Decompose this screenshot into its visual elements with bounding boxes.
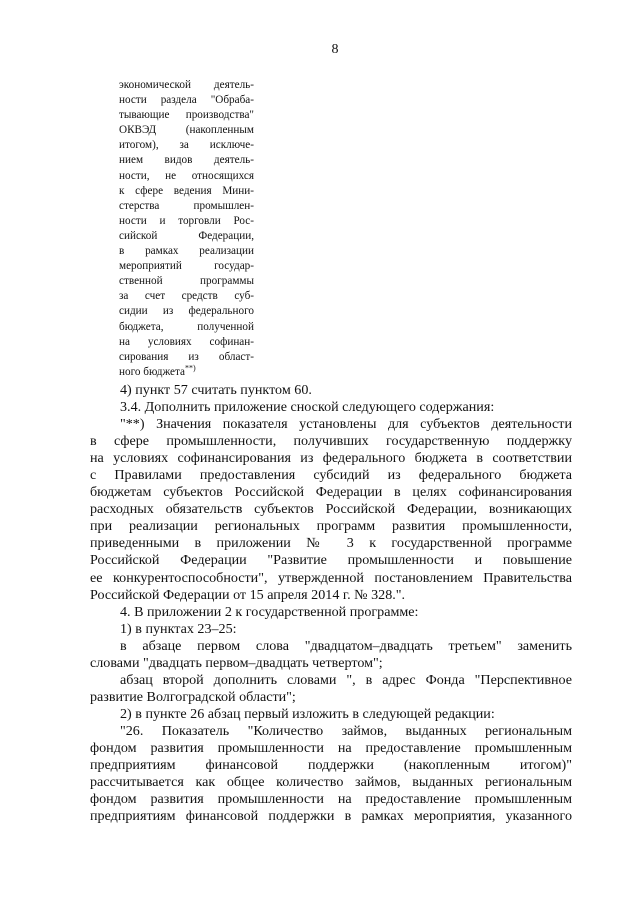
table-cell-line: мероприятий государ- [119, 260, 254, 273]
table-cell-line: нием видов деятель- [119, 154, 254, 167]
paragraph-line: предприятиям финансовой поддержки (накопленным итогом)" [90, 757, 572, 774]
paragraph-line: словами "двадцать первом–двадцать четвертом"; [90, 654, 383, 671]
table-cell-line: итогом), за исключе- [119, 139, 254, 152]
paragraph-line: 4) пункт 57 считать пунктом 60. [120, 382, 312, 398]
paragraph-line: 1) в пунктах 23–25: [120, 620, 237, 637]
table-cell-last-line [119, 365, 254, 380]
paragraph-line: 2) в пункте 26 абзац первый изложить в следующей редакции: [120, 705, 495, 722]
paragraph-line: бюджетам субъектов Российской Федерации в целях софинансирования [90, 484, 572, 501]
table-cell-line: сирования из област- [119, 350, 254, 363]
paragraph-line: 4. В приложении 2 к государственной программе: [120, 603, 419, 620]
paragraph-line: развитие Волгоградской области"; [90, 688, 296, 705]
table-cell-last-text: ного бюджета [119, 365, 185, 378]
paragraph-line: расходных обязательств субъектов Российской Федерации, возникающих [90, 501, 572, 518]
paragraph-line: Российской Федерации "Развитие промышленности и повышение [90, 552, 572, 569]
paragraph-line: при реализации региональных программ развития промышленности, [90, 518, 572, 535]
table-cell-line: ности и торговли Рос- [119, 214, 254, 227]
table-cell-line: к сфере ведения Мини- [119, 184, 254, 197]
table-cell-line: на условиях софинан- [119, 335, 254, 348]
paragraph-line: Российской Федерации от 15 апреля 2014 г. № 328.". [90, 586, 406, 603]
table-cell-line: бюджета, полученной [119, 320, 254, 333]
page-number: 8 [331, 42, 339, 57]
table-cell-line: ственной программы [119, 275, 254, 288]
table-cell-line: стерства промышлен- [119, 199, 254, 212]
paragraph-line: "**) Значения показателя установлены для субъектов деятельности [120, 416, 572, 433]
table-cell-line: ности, не относящихся [119, 169, 254, 182]
paragraph-line: в сфере промышленности, получивших государственную поддержку [90, 433, 572, 450]
footnote-mark: **) [185, 363, 196, 373]
paragraph-line: 3.4. Дополнить приложение сноской следующего содержания: [120, 399, 495, 416]
paragraph-line: на условиях софинансирования из федерального бюджета в соответствии [90, 450, 572, 467]
paragraph-line: фондом развития промышленности на предоставление промышленным [90, 739, 572, 756]
table-cell-line: в рамках реализации [119, 245, 254, 258]
paragraph-line: в абзаце первом слова "двадцатом–двадцать третьем" заменить [120, 637, 572, 654]
paragraph-line: фондом развития промышленности на предоставление промышленным [90, 791, 572, 808]
paragraph-line: рассчитывается как общее количество займов, выданных региональным [90, 774, 572, 791]
paragraph-line: с Правилами предоставления субсидий из федерального бюджета [90, 467, 572, 484]
table-cell-line: за счет средств суб- [119, 290, 254, 303]
table-cell-line: сийской Федерации, [119, 229, 254, 242]
table-cell-line: экономической деятель- [119, 79, 254, 91]
paragraph-line: предприятиям финансовой поддержки в рамках мероприятия, указанного [90, 808, 572, 825]
table-cell-line: ности раздела "Обраба- [119, 94, 254, 107]
paragraph-line: абзац второй дополнить словами ", в адрес Фонда "Перспективное [120, 671, 572, 688]
table-cell-line: сидии из федерального [119, 305, 254, 318]
document-body [90, 382, 572, 825]
paragraph-line: ее конкурентоспособности", утвержденной постановлением Правительства [90, 569, 572, 586]
paragraph-line: "26. Показатель "Количество займов, выданных региональным [120, 722, 572, 739]
table-cell-line: тывающие производства" [119, 109, 254, 122]
table-cell-line: ОКВЭД (накопленным [119, 124, 254, 137]
table-cell-text [119, 78, 254, 380]
paragraph-line: приведенными в приложении № 3 к государственной программе [90, 535, 572, 552]
